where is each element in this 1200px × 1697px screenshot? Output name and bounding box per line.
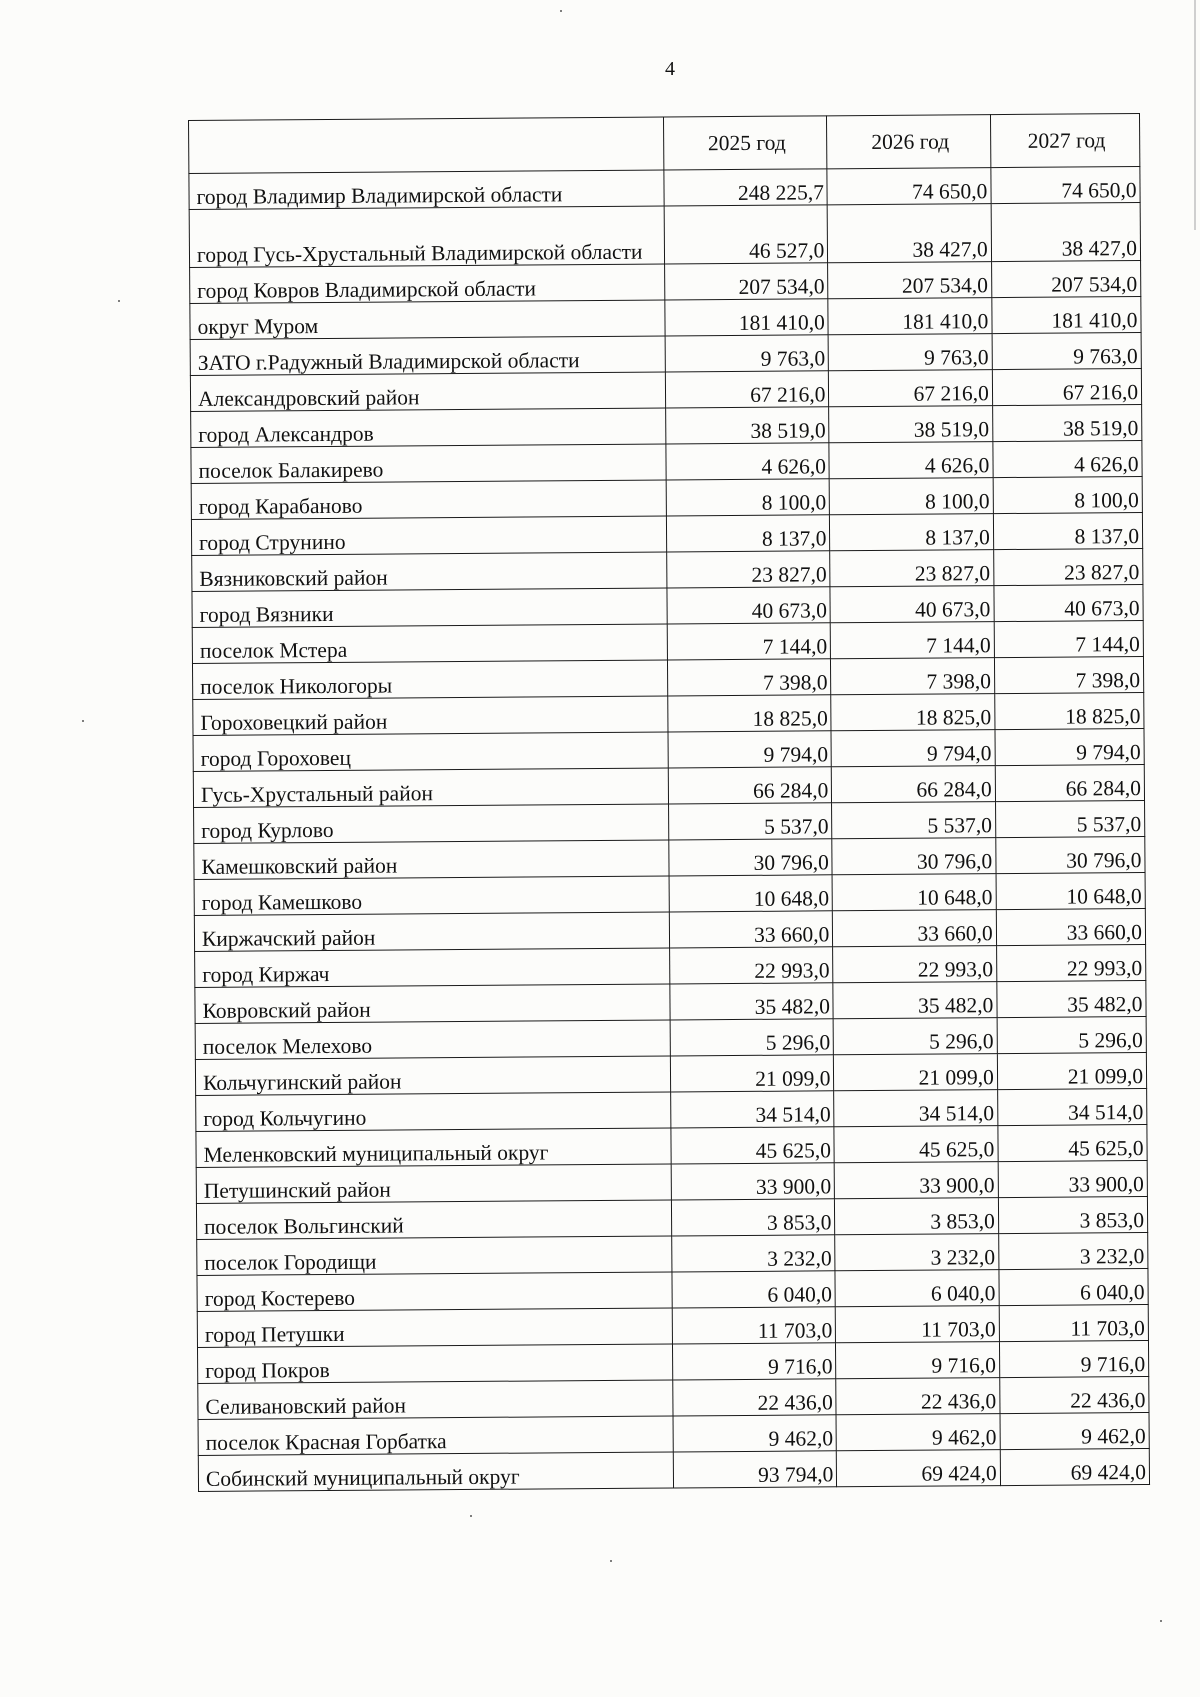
budget-table [188, 113, 1150, 1492]
value-cell-2025: 3 232,0 [672, 1235, 836, 1272]
row-name-cell: Петушинский район [196, 1164, 671, 1203]
value-cell-2025: 30 796,0 [669, 839, 833, 876]
row-name-cell: поселок Балакирево [191, 444, 666, 483]
table-row [198, 1448, 1149, 1491]
value-cell-2026: 69 424,0 [837, 1450, 1001, 1487]
value-cell-2027: 7 398,0 [994, 657, 1143, 694]
value-cell-2027: 38 519,0 [992, 405, 1141, 442]
row-name-cell: округ Муром [190, 300, 665, 339]
value-cell-2027: 22 993,0 [996, 945, 1145, 982]
value-cell-2027: 38 427,0 [991, 203, 1141, 262]
value-cell-2025: 3 853,0 [671, 1199, 835, 1236]
value-cell-2025: 46 527,0 [664, 205, 828, 264]
value-cell-2026: 23 827,0 [830, 550, 994, 587]
value-cell-2025: 10 648,0 [669, 875, 833, 912]
value-cell-2027: 3 853,0 [998, 1196, 1147, 1233]
value-cell-2026: 7 144,0 [831, 622, 995, 659]
value-cell-2026: 4 626,0 [829, 442, 993, 479]
scan-edge-mark [1194, 0, 1196, 230]
value-cell-2025: 5 537,0 [669, 803, 833, 840]
value-cell-2025: 4 626,0 [666, 443, 830, 480]
value-cell-2026: 11 703,0 [836, 1306, 1000, 1343]
value-cell-2025: 207 534,0 [665, 263, 829, 300]
row-name-cell: Камешковский район [194, 840, 669, 879]
value-cell-2026: 22 436,0 [836, 1378, 1000, 1415]
row-name-cell: город Кольчугино [196, 1092, 671, 1131]
value-cell-2026: 30 796,0 [832, 838, 996, 875]
value-cell-2026: 10 648,0 [832, 874, 996, 911]
table-body [189, 167, 1150, 1492]
value-cell-2025: 5 296,0 [670, 1019, 834, 1056]
row-name-cell: город Покров [197, 1344, 672, 1383]
row-name-cell: Меленковский муниципальный округ [196, 1128, 671, 1167]
value-cell-2026: 66 284,0 [832, 766, 996, 803]
row-name-cell: город Курлово [194, 804, 669, 843]
value-cell-2027: 5 296,0 [997, 1017, 1146, 1054]
value-cell-2027: 23 827,0 [993, 549, 1142, 586]
value-cell-2025: 93 794,0 [673, 1451, 837, 1488]
header-cell-2027: 2027 год [990, 114, 1140, 168]
row-name-cell: поселок Вольгинский [196, 1200, 671, 1239]
value-cell-2027: 35 482,0 [997, 981, 1146, 1018]
value-cell-2027: 207 534,0 [991, 261, 1140, 298]
row-name-cell: город Струнино [191, 516, 666, 555]
value-cell-2025: 22 436,0 [673, 1379, 837, 1416]
row-name-cell: поселок Мстера [192, 624, 667, 663]
row-name-cell: Ковровский район [195, 984, 670, 1023]
value-cell-2027: 30 796,0 [996, 837, 1145, 874]
value-cell-2027: 3 232,0 [998, 1232, 1147, 1269]
row-name-cell: город Петушки [197, 1308, 672, 1347]
value-cell-2025: 40 673,0 [667, 587, 831, 624]
row-name-cell: город Владимир Владимирской области [189, 170, 664, 209]
row-name-cell: город Киржач [195, 948, 670, 987]
value-cell-2027: 33 660,0 [996, 909, 1145, 946]
value-cell-2026: 5 537,0 [832, 802, 996, 839]
row-name-cell: город Гороховец [193, 732, 668, 771]
header-cell-2026: 2026 год [827, 115, 991, 169]
value-cell-2025: 45 625,0 [671, 1127, 835, 1164]
value-cell-2025: 9 716,0 [672, 1343, 836, 1380]
value-cell-2025: 9 462,0 [673, 1415, 837, 1452]
row-name-cell: Александровский район [190, 372, 665, 411]
value-cell-2026: 18 825,0 [831, 694, 995, 731]
row-name-cell: поселок Мелехово [195, 1020, 670, 1059]
value-cell-2025: 21 099,0 [670, 1055, 834, 1092]
value-cell-2025: 8 137,0 [666, 515, 830, 552]
row-name-cell: поселок Никологоры [192, 660, 667, 699]
row-name-cell: город Костерево [197, 1272, 672, 1311]
scan-speck [82, 720, 84, 722]
value-cell-2027: 9 794,0 [995, 729, 1144, 766]
value-cell-2026: 74 650,0 [827, 168, 991, 205]
table-row [189, 203, 1140, 268]
value-cell-2027: 18 825,0 [994, 693, 1143, 730]
value-cell-2025: 9 763,0 [665, 335, 829, 372]
value-cell-2026: 9 794,0 [831, 730, 995, 767]
row-name-cell: поселок Городищи [197, 1236, 672, 1275]
value-cell-2027: 22 436,0 [1000, 1376, 1149, 1413]
scan-speck [470, 1515, 472, 1517]
value-cell-2025: 23 827,0 [667, 551, 831, 588]
value-cell-2025: 9 794,0 [668, 731, 832, 768]
value-cell-2027: 11 703,0 [999, 1304, 1148, 1341]
value-cell-2027: 9 716,0 [999, 1340, 1148, 1377]
value-cell-2027: 33 900,0 [998, 1160, 1147, 1197]
value-cell-2026: 6 040,0 [835, 1270, 999, 1307]
value-cell-2025: 8 100,0 [666, 479, 830, 516]
value-cell-2027: 8 137,0 [993, 513, 1142, 550]
value-cell-2025: 11 703,0 [672, 1307, 836, 1344]
value-cell-2025: 33 660,0 [669, 911, 833, 948]
value-cell-2026: 9 763,0 [828, 334, 992, 371]
value-cell-2026: 67 216,0 [829, 370, 993, 407]
value-cell-2027: 40 673,0 [994, 585, 1143, 622]
row-name-cell: город Камешково [194, 876, 669, 915]
value-cell-2027: 9 462,0 [1000, 1412, 1149, 1449]
row-name-cell: Собинский муниципальный округ [198, 1452, 673, 1491]
row-name-cell: город Гусь-Хрустальный Владимирской области [189, 206, 664, 267]
value-cell-2027: 181 410,0 [992, 297, 1141, 334]
value-cell-2025: 22 993,0 [670, 947, 834, 984]
value-cell-2027: 8 100,0 [993, 477, 1142, 514]
row-name-cell: город Александров [191, 408, 666, 447]
scan-speck [610, 1560, 612, 1562]
scan-speck [118, 300, 120, 302]
value-cell-2025: 34 514,0 [671, 1091, 835, 1128]
value-cell-2025: 67 216,0 [665, 371, 829, 408]
value-cell-2025: 181 410,0 [665, 299, 829, 336]
row-name-cell: Гороховецкий район [193, 696, 668, 735]
value-cell-2026: 9 462,0 [836, 1414, 1000, 1451]
value-cell-2026: 21 099,0 [834, 1054, 998, 1091]
value-cell-2026: 35 482,0 [833, 982, 997, 1019]
value-cell-2027: 66 284,0 [995, 765, 1144, 802]
value-cell-2027: 5 537,0 [995, 801, 1144, 838]
value-cell-2026: 7 398,0 [831, 658, 995, 695]
value-cell-2026: 181 410,0 [828, 298, 992, 335]
value-cell-2026: 45 625,0 [834, 1126, 998, 1163]
value-cell-2026: 22 993,0 [833, 946, 997, 983]
row-name-cell: Селивановский район [198, 1380, 673, 1419]
table-header-row [189, 114, 1140, 174]
scan-speck [560, 10, 562, 12]
value-cell-2026: 8 137,0 [830, 514, 994, 551]
value-cell-2025: 38 519,0 [666, 407, 830, 444]
value-cell-2027: 7 144,0 [994, 621, 1143, 658]
value-cell-2025: 35 482,0 [670, 983, 834, 1020]
value-cell-2026: 207 534,0 [828, 262, 992, 299]
value-cell-2027: 34 514,0 [997, 1088, 1146, 1125]
value-cell-2026: 8 100,0 [830, 478, 994, 515]
value-cell-2027: 9 763,0 [992, 333, 1141, 370]
value-cell-2025: 6 040,0 [672, 1271, 836, 1308]
value-cell-2027: 67 216,0 [992, 369, 1141, 406]
value-cell-2026: 40 673,0 [830, 586, 994, 623]
value-cell-2027: 6 040,0 [999, 1268, 1148, 1305]
value-cell-2027: 4 626,0 [993, 441, 1142, 478]
row-name-cell: город Ковров Владимирской области [190, 264, 665, 303]
value-cell-2027: 10 648,0 [996, 873, 1145, 910]
row-name-cell: город Карабаново [191, 480, 666, 519]
value-cell-2026: 33 660,0 [833, 910, 997, 947]
value-cell-2027: 21 099,0 [997, 1053, 1146, 1090]
value-cell-2027: 74 650,0 [991, 167, 1140, 204]
row-name-cell: город Вязники [192, 588, 667, 627]
value-cell-2026: 3 232,0 [835, 1234, 999, 1271]
value-cell-2025: 66 284,0 [668, 767, 832, 804]
page-number: 4 [665, 58, 675, 80]
row-name-cell: Вязниковский район [192, 552, 667, 591]
value-cell-2026: 34 514,0 [834, 1090, 998, 1127]
row-name-cell: Киржачский район [194, 912, 669, 951]
value-cell-2026: 9 716,0 [836, 1342, 1000, 1379]
value-cell-2025: 248 225,7 [664, 169, 828, 206]
row-name-cell: поселок Красная Горбатка [198, 1416, 673, 1455]
value-cell-2026: 5 296,0 [833, 1018, 997, 1055]
row-name-cell: ЗАТО г.Радужный Владимирской области [190, 336, 665, 375]
value-cell-2026: 38 427,0 [828, 204, 992, 263]
value-cell-2027: 69 424,0 [1000, 1448, 1149, 1485]
value-cell-2025: 7 144,0 [667, 623, 831, 660]
value-cell-2026: 38 519,0 [829, 406, 993, 443]
row-name-cell: Кольчугинский район [195, 1056, 670, 1095]
header-cell-blank [189, 117, 664, 173]
header-cell-2025: 2025 год [663, 116, 827, 170]
value-cell-2026: 33 900,0 [835, 1162, 999, 1199]
value-cell-2025: 7 398,0 [667, 659, 831, 696]
scan-speck [1160, 1620, 1162, 1622]
value-cell-2025: 18 825,0 [668, 695, 832, 732]
value-cell-2027: 45 625,0 [998, 1124, 1147, 1161]
row-name-cell: Гусь-Хрустальный район [193, 768, 668, 807]
value-cell-2026: 3 853,0 [835, 1198, 999, 1235]
value-cell-2025: 33 900,0 [671, 1163, 835, 1200]
